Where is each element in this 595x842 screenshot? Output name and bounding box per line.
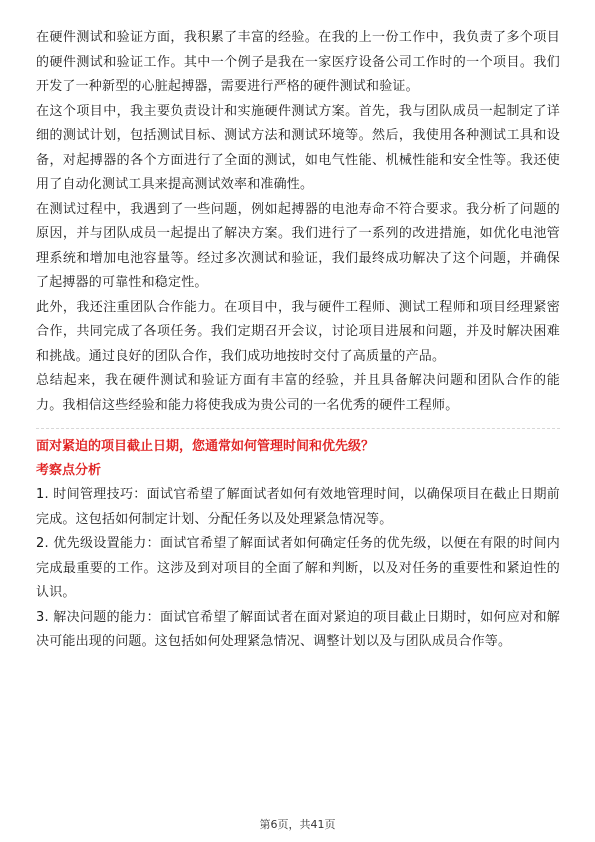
section-divider bbox=[36, 428, 560, 429]
section-title: 考察点分析 bbox=[36, 463, 102, 478]
analysis-point-2: 2. 优先级设置能力：面试官希望了解面试者如何确定任务的优先级，以便在有限的时间内完成最重要的工作。这涉及到对项目的全面了解和判断，以及对任务的重要性和紧迫性的认识。 bbox=[36, 536, 560, 600]
interview-question: 面对紧迫的项目截止日期，您通常如何管理时间和优先级？ bbox=[36, 439, 375, 454]
page-content bbox=[36, 26, 560, 655]
answer-paragraph-1: 在硬件测试和验证方面，我积累了丰富的经验。在我的上一份工作中，我负责了多个项目的硬件测试和验证工作。其中一个例子是我在一家医疗设备公司工作时的一个项目。我们开发了一种新型的心脏起搏器，需要进行严格的硬件测试和验证。 bbox=[36, 30, 560, 94]
analysis-point-1: 1. 时间管理技巧：面试官希望了解面试者如何有效地管理时间，以确保项目在截止日期前完成。这包括如何制定计划、分配任务以及处理紧急情况等。 bbox=[36, 487, 560, 527]
answer-paragraph-2: 在这个项目中，我主要负责设计和实施硬件测试方案。首先，我与团队成员一起制定了详细的测试计划，包括测试目标、测试方法和测试环境等。然后，我使用各种测试工具和设备，对起搏器的各个方面进行了全面的测试，如电气性能、机械性能和安全性等。我还使用了自动化测试工具来提高测试效率和准确性。 bbox=[36, 103, 560, 192]
page-number-footer: 第6页，共41页 bbox=[259, 818, 336, 831]
answer-paragraph-5: 总结起来，我在硬件测试和验证方面有丰富的经验，并且具备解决问题和团队合作的能力。我相信这些经验和能力将使我成为贵公司的一名优秀的硬件工程师。 bbox=[36, 373, 560, 413]
answer-paragraph-4: 此外，我还注重团队合作能力。在项目中，我与硬件工程师、测试工程师和项目经理紧密合作，共同完成了各项任务。我们定期召开会议，讨论项目进展和问题，并及时解决困难和挑战。通过良好的团队合作，我们成功地按时交付了高质量的产品。 bbox=[36, 299, 560, 364]
answer-paragraph-3: 在测试过程中，我遇到了一些问题，例如起搏器的电池寿命不符合要求。我分析了问题的原因，并与团队成员一起提出了解决方案。我们进行了一系列的改进措施，如优化电池管理系统和增加电池容量等。经过多次测试和验证，我们最终成功解决了这个问题，并确保了起搏器的可靠性和稳定性。 bbox=[36, 201, 560, 290]
analysis-point-3: 3. 解决问题的能力：面试官希望了解面试者在面对紧迫的项目截止日期时，如何应对和解决可能出现的问题。这包括如何处理紧急情况、调整计划以及与团队成员合作等。 bbox=[36, 609, 560, 649]
